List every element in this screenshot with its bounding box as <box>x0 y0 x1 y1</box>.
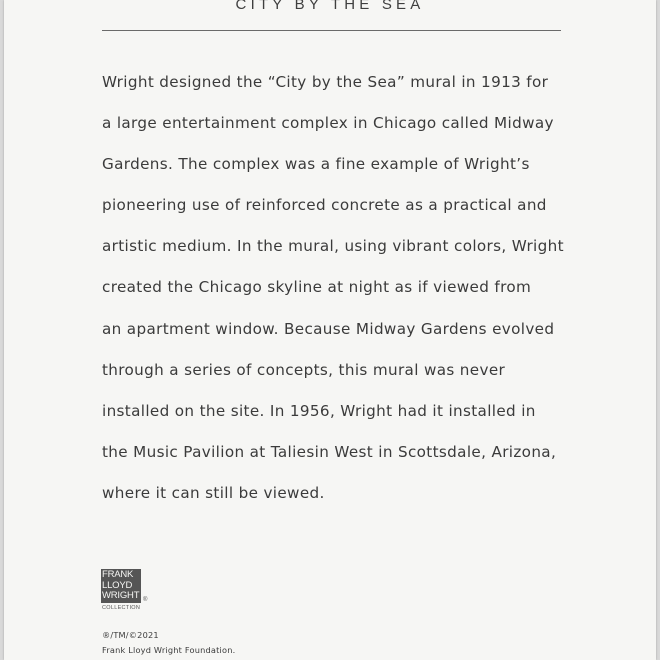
page-title: CITY BY THE SEA <box>235 0 425 13</box>
logo-mark <box>101 569 141 603</box>
body-text <box>102 62 572 514</box>
body-line: Wright designed the “City by the Sea” mural in 1913 for <box>102 73 549 91</box>
body-line: a large entertainment complex in Chicago called Midway <box>102 114 554 133</box>
title-divider <box>102 30 561 31</box>
body-line: installed on the site. In 1956, Wright had it installed in <box>102 401 536 420</box>
logo-line: FRANK <box>102 569 134 580</box>
logo-line: LLOYD <box>102 579 133 591</box>
logo-line: WRIGHT <box>102 590 140 601</box>
document-page <box>4 0 656 660</box>
registered-mark: ® <box>143 597 148 603</box>
logo-subtitle: COLLECTION <box>102 605 141 611</box>
body-line: through a series of concepts, this mural was never <box>102 360 506 379</box>
foundation-line: Frank Lloyd Wright Foundation. <box>102 645 236 655</box>
body-line: the Music Pavilion at Taliesin West in Scottsdale, Arizona, <box>102 442 557 461</box>
flw-collection-logo <box>101 569 147 615</box>
body-line: Gardens. The complex was a fine example of Wright’s <box>102 155 530 174</box>
body-line: an apartment window. Because Midway Gardens evolved <box>102 319 555 338</box>
body-line: created the Chicago skyline at night as if viewed from <box>102 278 532 297</box>
copyright-footer <box>102 628 235 658</box>
body-line: pioneering use of reinforced concrete as a practical and <box>102 196 547 215</box>
body-line: artistic medium. In the mural, using vibrant colors, Wright <box>102 237 564 256</box>
copyright-line: ®/TM/©2021 <box>102 630 159 640</box>
body-line: where it can still be viewed. <box>102 483 325 502</box>
